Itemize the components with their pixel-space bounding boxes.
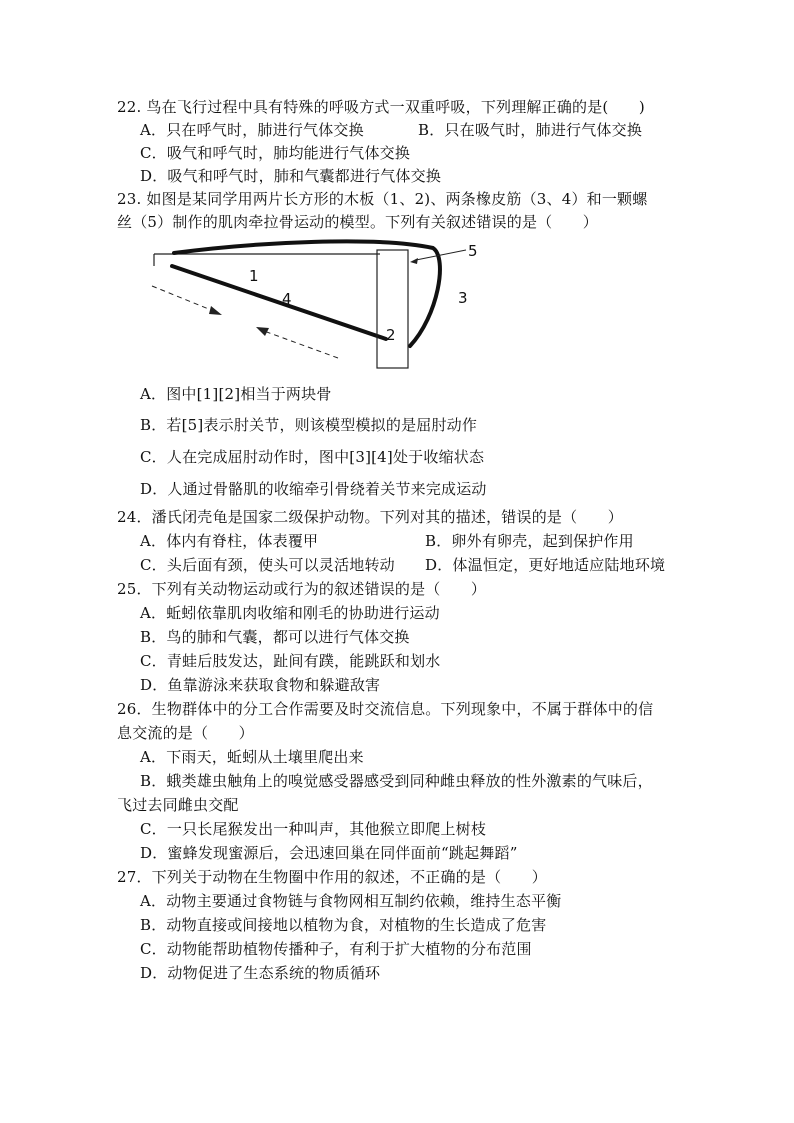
q26-option-c: C．一只长尾猴发出一种叫声，其他猴立即爬上树枝: [140, 820, 487, 838]
rubber-band-4: [172, 266, 386, 339]
q23-option-a: A．图中[1][2]相当于两块骨: [140, 385, 332, 403]
label-1: 1: [249, 267, 259, 285]
q22-option-c: C．吸气和呼气时，肺均能进行气体交换: [140, 144, 411, 162]
q22-stem: 22. 鸟在飞行过程中具有特殊的呼吸方式一双重呼吸，下列理解正确的是( ): [117, 98, 645, 116]
q23-stem-line2: 丝（5）制作的肌肉牵拉骨运动的模型。下列有关叙述错误的是（ ）: [117, 213, 598, 231]
q22-option-d: D．吸气和呼气时，肺和气囊都进行气体交换: [140, 167, 442, 185]
q22-option-b: B．只在吸气时，肺进行气体交换: [418, 121, 643, 139]
q25-option-c: C．青蛙后肢发达，趾间有蹼，能跳跃和划水: [140, 652, 441, 670]
label-4: 4: [282, 290, 292, 308]
label-3: 3: [458, 289, 468, 307]
q26-option-b-line2: 飞过去同雌虫交配: [117, 796, 239, 814]
q26-option-a: A．下雨天，蚯蚓从土壤里爬出来: [140, 748, 364, 766]
label-2: 2: [386, 326, 396, 344]
q27-option-d: D．动物促进了生态系统的物质循环: [140, 964, 381, 982]
q27-option-c: C．动物能帮助植物传播种子，有利于扩大植物的分布范围: [140, 940, 532, 958]
q27-option-b: B．动物直接或间接地以植物为食，对植物的生长造成了危害: [140, 916, 547, 934]
label-5: 5: [468, 242, 478, 260]
arrowhead-up: [256, 327, 269, 336]
q23-stem-line1: 23. 如图是某同学用两片长方形的木板（1、2)、两条橡皮筋（3、4）和一颗螺: [117, 190, 648, 208]
board-2: [377, 250, 408, 368]
q26-option-d: D．蜜蜂发现蜜源后，会迅速回巢在同伴面前“跳起舞蹈”: [140, 844, 518, 862]
q27-option-a: A．动物主要通过食物链与食物网相互制约依赖，维持生态平衡: [140, 892, 562, 910]
q25-option-d: D．鱼靠游泳来获取食物和躲避敌害: [140, 676, 381, 694]
q26-option-b-line1: B．蛾类雄虫触角上的嗅觉感受器感受到同种雌虫释放的性外激素的气味后，: [140, 772, 653, 790]
q25-stem: 25．下列有关动物运动或行为的叙述错误的是（ ）: [117, 580, 487, 598]
q27-stem: 27．下列关于动物在生物圈中作用的叙述，不正确的是（ ）: [117, 868, 547, 886]
dashed-arrow-down: [152, 286, 216, 312]
muscle-bone-model-diagram: [148, 236, 498, 376]
q26-stem-line2: 息交流的是（ ）: [117, 724, 254, 742]
q23-option-c: C．人在完成屈肘动作时，图中[3][4]处于收缩状态: [140, 448, 485, 466]
q24-option-d: D．体温恒定，更好地适应陆地环境: [425, 556, 666, 574]
q25-option-b: B．鸟的肺和气囊，都可以进行气体交换: [140, 628, 410, 646]
arrowhead-down: [209, 306, 222, 315]
q24-option-a: A．体内有脊柱，体表覆甲: [140, 532, 319, 550]
label-5-leader: [416, 250, 466, 260]
q26-stem-line1: 26．生物群体中的分工合作需要及时交流信息。下列现象中，不属于群体中的信: [117, 700, 654, 718]
screw-5-marker: [410, 258, 418, 264]
rubber-band-3: [174, 241, 440, 346]
dashed-arrow-up: [264, 331, 338, 358]
q24-stem: 24．潘氏闭壳龟是国家二级保护动物。下列对其的描述，错误的是（ ）: [117, 508, 623, 526]
q23-option-d: D．人通过骨骼肌的收缩牵引骨绕着关节来完成运动: [140, 480, 487, 498]
q24-option-b: B．卵外有卵壳，起到保护作用: [425, 532, 634, 550]
q23-option-b: B．若[5]表示肘关节，则该模型模拟的是屈肘动作: [140, 416, 478, 434]
q22-option-a: A．只在呼气时，肺进行气体交换: [140, 121, 364, 139]
q25-option-a: A．蚯蚓依靠肌肉收缩和刚毛的协助进行运动: [140, 604, 440, 622]
q24-option-c: C．头后面有颈，使头可以灵活地转动: [140, 556, 395, 574]
